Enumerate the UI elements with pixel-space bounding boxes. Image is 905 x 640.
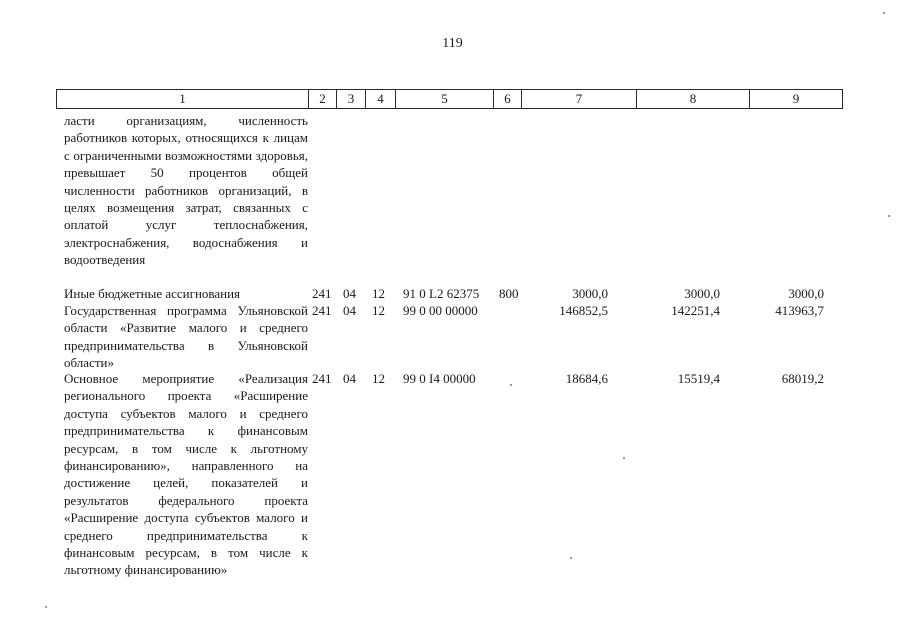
column-header-3: 3	[337, 90, 366, 109]
row-1-c7: 3000,0	[572, 286, 608, 301]
row-2-c9: 413963,7	[775, 303, 824, 318]
column-header-8: 8	[637, 90, 750, 109]
column-header-row	[56, 89, 843, 109]
row-3-c5: 99 0 I4 00000	[403, 371, 476, 386]
row-1-c2: 241	[312, 286, 332, 301]
row-1-c5: 91 0 L2 62375	[403, 286, 480, 301]
scan-speck	[623, 457, 625, 459]
row-1-name: Иные бюджетные ассигнования	[64, 286, 241, 301]
scan-speck	[888, 215, 890, 217]
scan-speck	[883, 12, 885, 14]
row-2-c2: 241	[312, 303, 332, 318]
row-3-c4: 12	[372, 371, 385, 386]
row-1-c3: 04	[343, 286, 356, 301]
scan-speck	[45, 606, 47, 608]
row-2-c7: 146852,5	[559, 303, 608, 318]
row-1-c8: 3000,0	[684, 286, 720, 301]
row-2-c5: 99 0 00 00000	[403, 303, 478, 318]
column-header-7: 7	[522, 90, 637, 109]
row-1-c6: 800	[499, 286, 519, 301]
column-header-6: 6	[494, 90, 522, 109]
row-2-c8: 142251,4	[671, 303, 720, 318]
page-number: 119	[442, 36, 463, 51]
column-header-2: 2	[309, 90, 337, 109]
row-3-c7: 18684,6	[565, 371, 608, 386]
column-header-1: 1	[57, 90, 309, 109]
row-2-c4: 12	[372, 303, 385, 318]
row-2-c3: 04	[343, 303, 356, 318]
column-header-4: 4	[366, 90, 396, 109]
row-3-c3: 04	[343, 371, 356, 386]
scan-speck	[570, 557, 572, 559]
row-3-c9: 68019,2	[781, 371, 824, 386]
row-1-c4: 12	[372, 286, 385, 301]
row-1-c9: 3000,0	[788, 286, 824, 301]
row-2-name: Государственная программа Ульяновской области «Развитие малого и среднего предпринимательства в Ульяновской области»	[64, 303, 308, 371]
row-3-c2: 241	[312, 371, 332, 386]
row-3-name: Основное мероприятие «Реализация регионального проекта «Расширение доступа субъектов малого и среднего предпринимательства к финансовым ресурсам, в том числе к льготному финансированию», направленного на достижение целей, показателей и результатов федерального проекта «Расширение доступа субъектов малого и среднего предпринимательства к финансовым ресурсам, в том числе к льготному финансированию»	[64, 371, 308, 578]
column-header-9: 9	[750, 90, 843, 109]
row-3-c8: 15519,4	[677, 371, 720, 386]
scan-speck	[510, 384, 512, 386]
column-header-5: 5	[396, 90, 494, 109]
row-0-name: ласти организациям, численность работников которых, относящихся к лицам с ограниченными возможностями здоровья, превышает 50 процентов общей численности работников организаций, в целях возмещения затрат, связанных с оплатой услуг теплоснабжения, электроснабжения, водоснабжения и водоотведения	[64, 113, 308, 268]
